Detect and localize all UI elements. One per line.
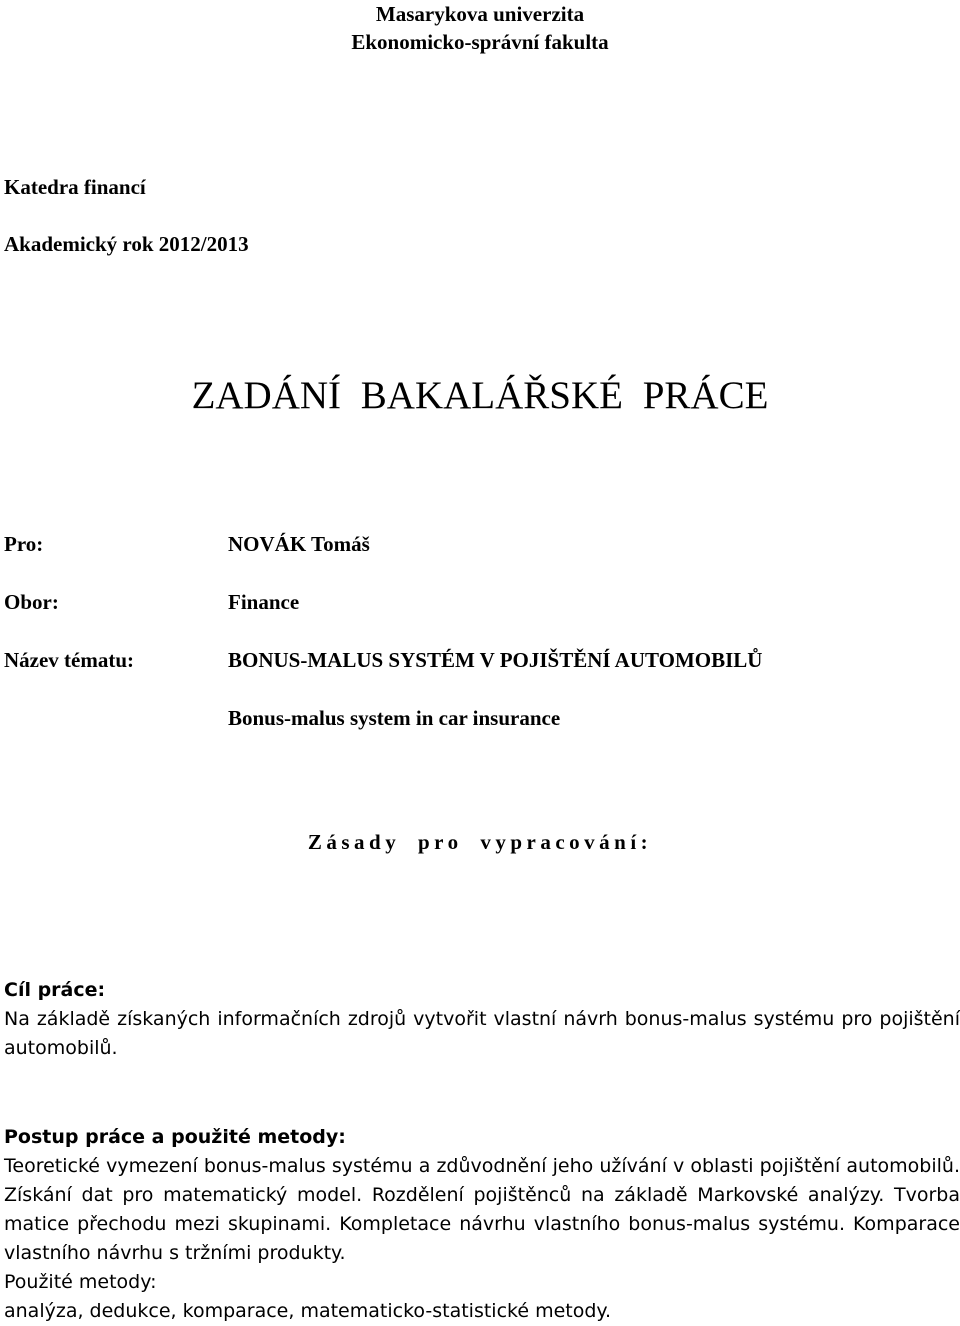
topic-label: Název tématu:: [4, 648, 135, 672]
procedure-heading: Postup práce a použité metody:: [4, 1126, 346, 1148]
methods-text: analýza, dedukce, komparace, matematicko-statistické metody.: [4, 1300, 611, 1322]
academic-year: Akademický rok 2012/2013: [4, 232, 249, 256]
goal-text: Na základě získaných informačních zdrojů vytvořit vlastní návrh bonus-malus systému pro pojištění automobilů.: [4, 1008, 960, 1059]
department: Katedra financí: [4, 175, 146, 199]
topic-title: BONUS-MALUS SYSTÉM V POJIŠTĚNÍ AUTOMOBILŮ: [228, 648, 763, 672]
student-name: NOVÁK Tomáš: [228, 532, 370, 556]
methods-label: Použité metody:: [4, 1271, 157, 1293]
for-label: Pro:: [4, 532, 44, 556]
goal-heading: Cíl práce:: [4, 979, 106, 1001]
procedure-text: Teoretické vymezení bonus-malus systému a zdůvodnění jeho užívání v oblasti pojištění automobilů. Získání dat pro matematický model. Rozdělení pojištěnců na základě Markovské analýzy. Tvorba matice přechodu mezi skupinami. Kompletace návrhu vlastního bonus-malus systému. Komparace vlastního návrhu s tržními produkty.: [4, 1155, 960, 1264]
university-name: Masarykova univerzita: [375, 2, 585, 26]
faculty-name: Ekonomicko-správní fakulta: [351, 30, 609, 54]
principles-heading: Zásady pro vypracování:: [307, 830, 653, 854]
field-label: Obor:: [4, 590, 59, 614]
field-of-study: Finance: [228, 590, 300, 614]
topic-title-english: Bonus-malus system in car insurance: [228, 706, 561, 730]
document-title: ZADÁNÍ BAKALÁŘSKÉ PRÁCE: [191, 374, 769, 417]
